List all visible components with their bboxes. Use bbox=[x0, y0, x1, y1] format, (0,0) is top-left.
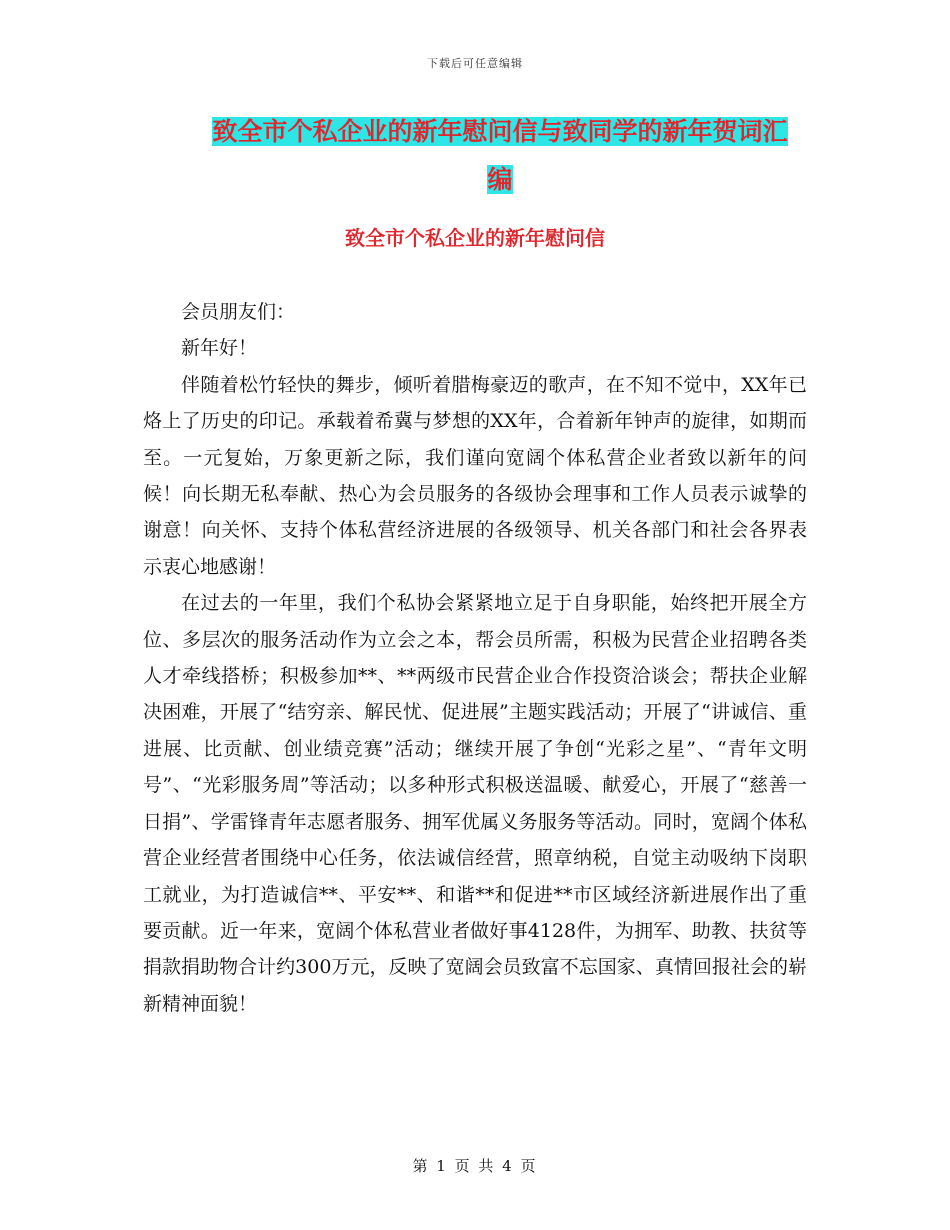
letter-body bbox=[143, 294, 807, 1022]
letter-salutation: 会员朋友们： bbox=[181, 301, 296, 323]
letter-paragraph: 伴随着松竹轻快的舞步，倾听着腊梅豪迈的歌声，在不知不觉中，XX年已烙上了历史的印记。承载着希冀与梦想的XX年，合着新年钟声的旋律，如期而至。一元复始，万象更新之际，我们谨向宽阔个体私营企业者致以新年的问候！向长期无私奉献、热心为会员服务的各级协会理事和工作人员表示诚挚的谢意！向关怀、支持个体私营经济进展的各级领导、机关各部门和社会各界表示衷心地感谢！ bbox=[143, 373, 807, 578]
document-title-line1: 致全市个私企业的新年慰问信与致同学的新年贺词汇 bbox=[212, 117, 788, 146]
page-number: 第 1 页 共 4 页 bbox=[412, 1157, 538, 1175]
document-title bbox=[190, 108, 810, 204]
letter-greeting: 新年好！ bbox=[181, 337, 258, 360]
document-title-line2: 编 bbox=[487, 165, 513, 194]
section-title: 致全市个私企业的新年慰问信 bbox=[345, 226, 605, 250]
letter-paragraph: 在过去的一年里，我们个私协会紧紧地立足于自身职能，始终把开展全方位、多层次的服务活动作为立会之本，帮会员所需，积极为民营企业招聘各类人才牵线搭桥；积极参加**、**两级市民营企业合作投资洽谈会；帮扶企业解决困难，开展了“结穷亲、解民忧、促进展”主题实践活动；开展了“讲诚信、重进展、比贡献、创业绩竞赛”活动；继续开展了争创“光彩之星”、“青年文明号”、“光彩服务周”等活动；以多种形式积极送温暖、献爱心，开展了“慈善一日捐”、学雷锋青年志愿者服务、拥军优属义务服务等活动。同时，宽阔个体私营企业经营者围绕中心任务，依法诚信经营，照章纳税，自觉主动吸纳下岗职工就业，为打造诚信**、平安**、和谐**和促进**市区域经济新进展作出了重要贡献。近一年来，宽阔个体私营业者做好事4128件，为拥军、助教、扶贫等捐款捐助物合计约300万元，反映了宽阔会员致富不忘国家、真情回报社会的崭新精神面貌！ bbox=[143, 592, 807, 1015]
page-header-note: 下载后可任意编辑 bbox=[427, 57, 523, 70]
